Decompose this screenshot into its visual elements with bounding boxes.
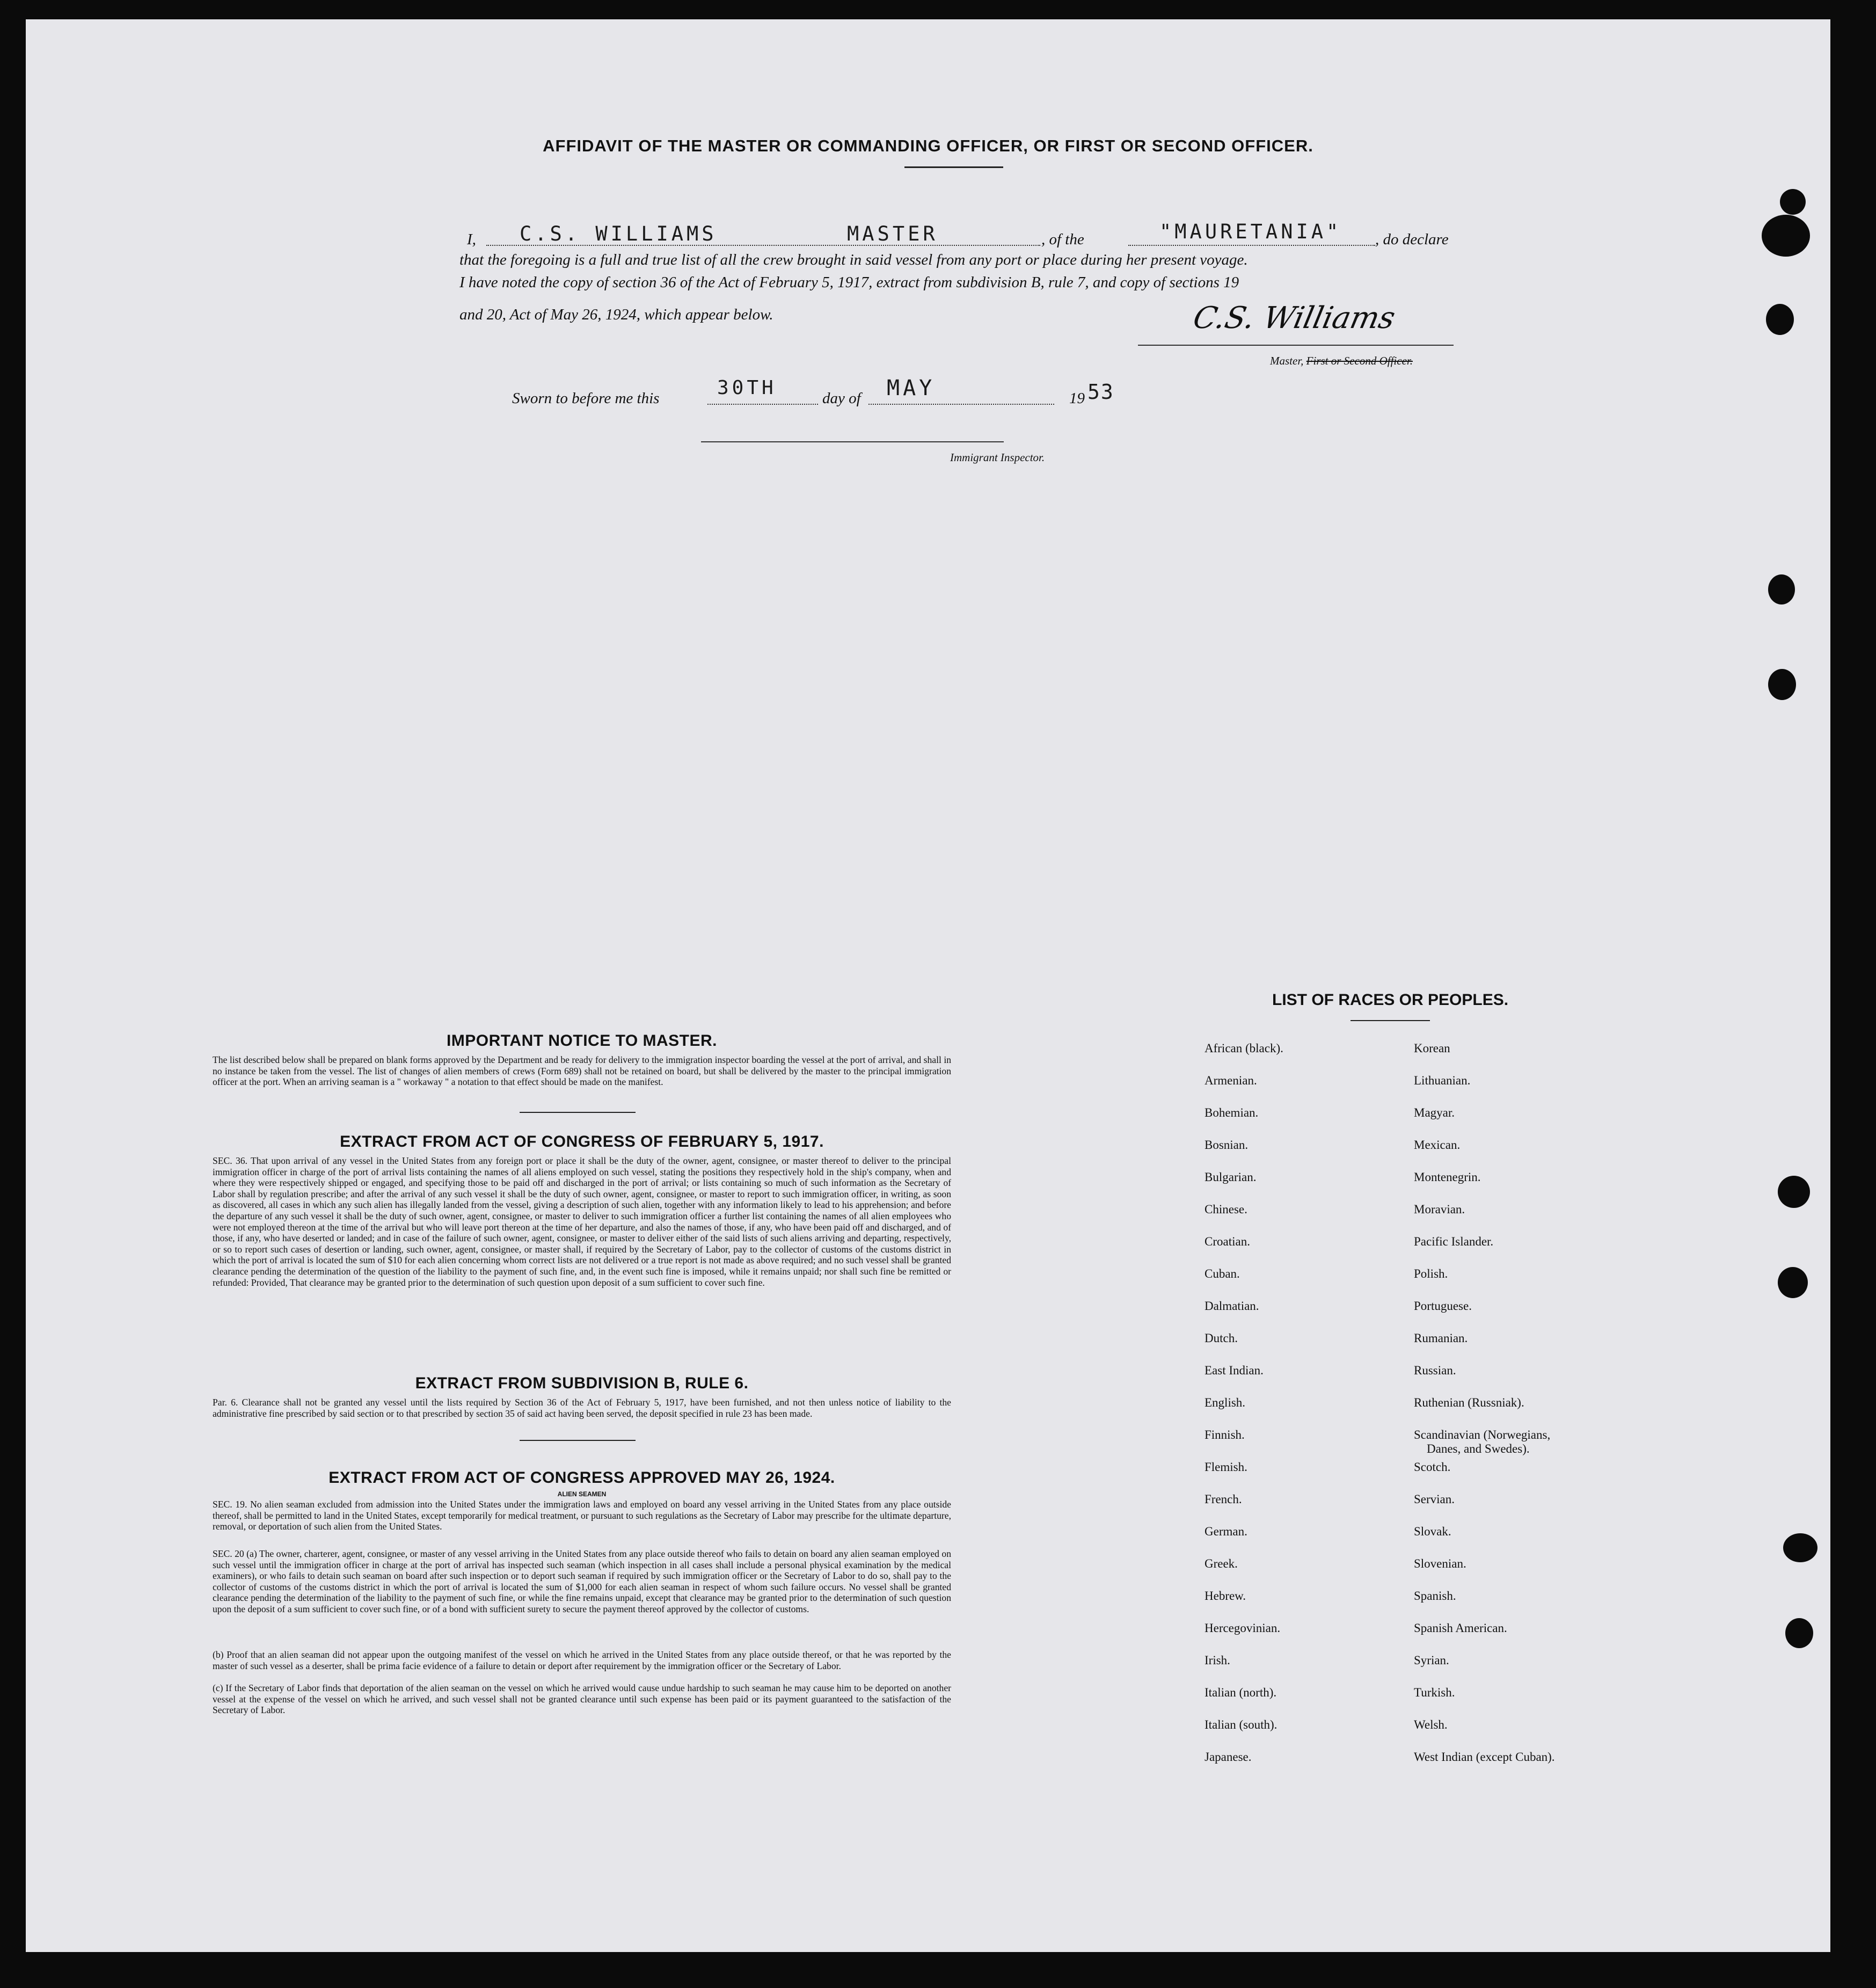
race-left-item: Bohemian. [1205,1106,1259,1119]
act-1917-title: EXTRACT FROM ACT OF CONGRESS OF FEBRUARY 5, 1917. [340,1133,824,1150]
punch-hole-5 [1768,669,1796,700]
master-title: Master, [1270,354,1304,367]
rule-6-body: Par. 6. Clearance shall not be granted any vessel until the lists required by Section 36 of the Act of February 5, 1917, have been furnished, and not then unless notice of liability to the administrative fine prescribed by said section or to that prescribed by section 35 of said act having been served, the deposit specified in rule 23 has been made. [213,1397,951,1419]
race-left-item: Chinese. [1205,1203,1247,1216]
vessel-line [1128,245,1375,246]
race-left-item: Dutch. [1205,1331,1238,1345]
race-left-item: Armenian. [1205,1074,1257,1087]
sworn-day: 30TH [717,377,777,399]
race-right-item: Scotch. [1414,1460,1451,1474]
race-right-item: Magyar. [1414,1106,1455,1119]
race-left-item: Dalmatian. [1205,1299,1259,1313]
affidavit-line-4: and 20, Act of May 26, 1924, which appear below. [459,306,773,323]
punch-hole-8 [1783,1533,1817,1562]
punch-hole-3 [1766,304,1794,335]
master-label [1270,354,1413,368]
race-left-item: English. [1205,1396,1246,1409]
act-1924-title: EXTRACT FROM ACT OF CONGRESS APPROVED MAY 26, 1924. [329,1469,835,1487]
affidavit-line-3: I have noted the copy of section 36 of the Act of February 5, 1917, extract from subdivision B, rule 7, and copy of sections 19 [459,274,1239,291]
master-name: C.S. WILLIAMS [520,222,717,245]
punch-hole-4 [1768,574,1795,605]
act-1924-sec19: SEC. 19. No alien seaman excluded from admission into the United States under the immigration laws and employed on board any vessel arriving in the United States from any place outside thereof, shall be permitted to land in the United States, except temporarily for medical treatment, or pursuant to such regulations as the Secretary of Labor may prescribe for the ultimate departure, removal, or deportation of such alien from the United States. [213,1499,951,1532]
race-left-item: Greek. [1205,1557,1238,1570]
vessel-name: "MAURETANIA" [1159,220,1342,243]
year-prefix: 19 [1069,390,1085,407]
race-right-item: Turkish. [1414,1686,1455,1699]
race-right-item: Korean [1414,1042,1450,1055]
race-right-item: Servian. [1414,1492,1455,1506]
inspector-signature-line [701,441,1004,442]
document-page [26,19,1830,1952]
race-right-item: Spanish American. [1414,1621,1507,1635]
inspector-label: Immigrant Inspector. [950,451,1045,464]
day-of-label: day of [822,390,861,407]
race-right-item: Pacific Islander. [1414,1235,1494,1248]
race-left-item: East Indian. [1205,1364,1264,1377]
punch-hole-6 [1778,1176,1810,1208]
race-left-item: Irish. [1205,1654,1230,1667]
title-divider [904,166,1003,168]
act-1917-body: SEC. 36. That upon arrival of any vessel in the United States from any foreign port or place it shall be the duty of the owner, agent, consignee, or master thereof to deliver to the principal immigration officer in charge of the port of arrival lists containing the names of all aliens employed on such vessel, stating the positions they respectively hold in the ship's company, when and where they were respectively shipped or engaged, and specifying those to be paid off and discharged in the port of arrival; or lists containing so much of such information as the Secretary of Labor shall by regulation prescribe; and after the arrival of any such vessel it shall be the duty of such owner, agent, consignee, or master to report to such immigration officer, in writing, as soon as discovered, all cases in which any such alien has illegally landed from the vessel, giving a description of such alien, together with any information likely to lead to his apprehension; and before the departure of any such vessel it shall be the duty of such owner, agent, consignee, or master to deliver to such immigration officer a further list containing the names of all alien employees who were not employed thereon at the time of the arrival but who will leave port thereon at the time of her departure, and also the names of those, if any, who have been paid off and discharged, and of those, if any, who have deserted or landed; and in case of the failure of such owner, agent, consignee, or master to deliver either of the said lists of such aliens arriving and departing, respectively, or so to report such cases of desertion or landing, such owner, agent, consignee, or master shall, if required by the Secretary of Labor, pay to the collector of customs of the customs district in which the port of arrival is located the sum of $10 for each alien concerning whom correct lists are not delivered or a true report is not made as above required; and no such vessel shall be granted clearance pending the determination of the question of the liability to the payment of such fine, and, in the event such fine is imposed, while it remains unpaid; nor shall such fine be remitted or refunded: Provided, That clearance may be granted prior to the determination of such question upon deposit of a sum sufficient to cover such fine. [213,1155,951,1288]
do-declare-label: , do declare [1375,231,1449,248]
sworn-month: MAY [887,376,936,400]
race-left-item: Cuban. [1205,1267,1240,1280]
race-left-item: French. [1205,1492,1242,1506]
race-left-item: Italian (north). [1205,1686,1277,1699]
act-1924-sec20b: (b) Proof that an alien seaman did not appear upon the outgoing manifest of the vessel on which he arrived in the United States from any place outside thereof, or that he was reported by the master of such vessel as a deserter, shall be prima facie evidence of a failure to detain or deport after requirement by the immigration officer or the Secretary of Labor. [213,1649,951,1671]
race-left-item: Hebrew. [1205,1589,1246,1603]
master-rank: MASTER [847,222,938,245]
races-divider [1351,1020,1430,1021]
race-left-item: German. [1205,1525,1247,1538]
race-right-item: Ruthenian (Russniak). [1414,1396,1524,1409]
punch-hole-1 [1780,189,1806,215]
race-right-item: Welsh. [1414,1718,1448,1731]
notice-title: IMPORTANT NOTICE TO MASTER. [446,1032,718,1050]
race-left-item: Finnish. [1205,1428,1245,1441]
punch-hole-7 [1778,1267,1808,1298]
signature-line [1138,345,1454,346]
race-right-item: Syrian. [1414,1654,1449,1667]
race-right-item: Russian. [1414,1364,1456,1377]
race-left-item: Bosnian. [1205,1138,1249,1152]
race-left-item: African (black). [1205,1042,1283,1055]
rule-6-divider [520,1440,636,1441]
race-right-item: Slovak. [1414,1525,1451,1538]
race-left-item: Hercegovinian. [1205,1621,1281,1635]
race-right-item: Danes, and Swedes). [1427,1442,1530,1455]
notice-body: The list described below shall be prepared on blank forms approved by the Department and be ready for delivery to the immigration inspector boarding the vessel at the port of arrival, and shall in no instance be taken from the vessel. The list of changes of alien members of crews (Form 689) shall not be retained on board, but shall be delivered by the master to the principal immigration officer at the port. When an arriving seaman is a " workaway " a notation to that effect should be made on the manifest. [213,1054,951,1088]
i-label: I, [467,231,476,248]
race-left-item: Italian (south). [1205,1718,1278,1731]
sworn-prefix: Sworn to before me this [512,390,660,407]
alien-seamen-heading: ALIEN SEAMEN [557,1490,607,1498]
race-left-item: Croatian. [1205,1235,1250,1248]
race-right-item: Polish. [1414,1267,1448,1280]
race-left-item: Japanese. [1205,1750,1252,1764]
race-right-item: Slovenian. [1414,1557,1466,1570]
race-left-item: Bulgarian. [1205,1170,1257,1184]
race-right-item: Scandinavian (Norwegians, [1414,1428,1551,1441]
struck-officer-label: First or Second Officer. [1306,354,1413,367]
master-signature: C.S. Williams [1190,301,1398,336]
punch-hole-2 [1762,215,1810,257]
race-right-item: West Indian (except Cuban). [1414,1750,1555,1764]
race-right-item: Rumanian. [1414,1331,1468,1345]
sworn-month-line [868,404,1054,405]
race-right-item: Spanish. [1414,1589,1456,1603]
act-1924-sec20c: (c) If the Secretary of Labor finds that deportation of the alien seaman on the vessel on which he arrived would cause undue hardship to such seaman he may cause him to be deported on another vessel at the expense of the vessel on which he arrived, and such vessel shall not be granted clearance until such expense has been paid or its payment guaranteed to the satisfaction of the Secretary of Labor. [213,1683,951,1716]
race-right-item: Lithuanian. [1414,1074,1471,1087]
rule-6-title: EXTRACT FROM SUBDIVISION B, RULE 6. [415,1374,749,1392]
race-right-item: Portuguese. [1414,1299,1472,1313]
sworn-day-line [707,404,818,405]
race-left-item: Flemish. [1205,1460,1247,1474]
race-right-item: Mexican. [1414,1138,1461,1152]
of-the-label: , of the [1041,231,1084,248]
year-suffix: 53 [1087,380,1114,404]
race-right-item: Montenegrin. [1414,1170,1481,1184]
punch-hole-9 [1785,1618,1813,1648]
affidavit-line-2: that the foregoing is a full and true list of all the crew brought in said vessel from any port or place during her present voyage. [459,251,1248,268]
notice-divider [520,1112,636,1113]
race-right-item: Moravian. [1414,1203,1465,1216]
affidavit-title: AFFIDAVIT OF THE MASTER OR COMMANDING OFFICER, OR FIRST OR SECOND OFFICER. [543,136,1313,155]
races-title: LIST OF RACES OR PEOPLES. [1272,991,1509,1009]
act-1924-sec20a: SEC. 20 (a) The owner, charterer, agent, consignee, or master of any vessel arriving in the United States from any place outside thereof who fails to detain on board any alien seaman employed on such vessel until the immigration officer in charge at the port of arrival has inspected such seaman (which inspection in all cases shall include a personal physical examination by the medical examiners), or who fails to detain such seaman on board after such inspection or to deport such seaman if required by such immigration officer or the Secretary of Labor to do so, shall pay to the collector of customs of the customs district in which the port of arrival is located the sum of $1,000 for each alien seaman in respect of whom such failure occurs. No vessel shall be granted clearance pending the determination of the liability to the payment of such fine, or while the fine remains unpaid, except that clearance may be granted prior to the determination of such question upon the deposit of a sum sufficient to cover such fine, or of a bond with sufficient surety to secure the payment thereof approved by the collector of customs. [213,1548,951,1614]
